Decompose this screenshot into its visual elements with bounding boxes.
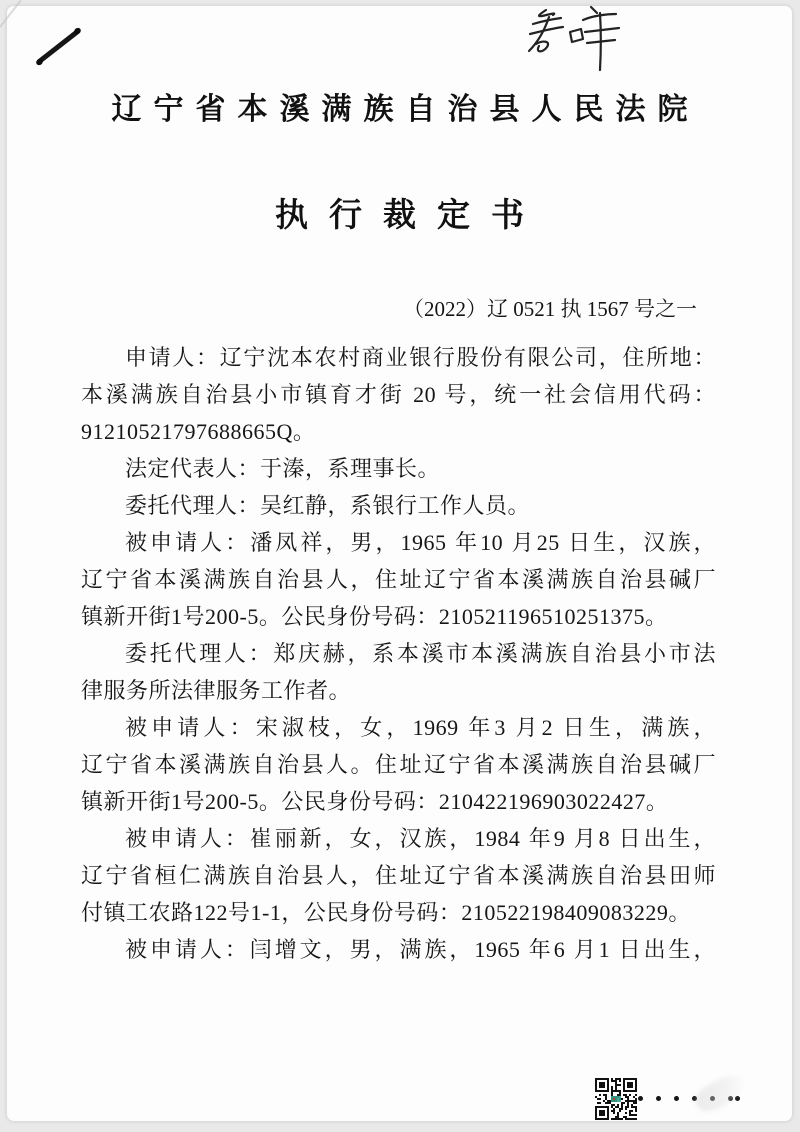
body-line: 被申请人：宋淑枝，女，1969 年3 月2 日生，满族，: [125, 715, 716, 740]
document-page: [7, 6, 792, 1121]
body-line: 辽宁省本溪满族自治县人。住址辽宁省本溪满族自治县碱厂: [81, 752, 716, 777]
case-number: （2022）辽 0521 执 1567 号之一: [403, 297, 697, 321]
scanner-dot: [656, 1096, 661, 1101]
body-line: 镇新开街1号200-5。公民身份号码：210422196903022427。: [81, 789, 669, 814]
body-line: 镇新开街1号200-5。公民身份号码：210521196510251375。: [81, 604, 668, 629]
body-line: 辽宁省桓仁满族自治县人，住址辽宁省本溪满族自治县田师: [81, 863, 716, 888]
court-name-heading: 辽宁省本溪满族自治县人民法院: [111, 93, 700, 126]
scanner-dot: [638, 1096, 643, 1101]
body-line: 付镇工农路122号1-1，公民身份号码：210522198409083229。: [81, 900, 691, 925]
scanner-dot: [674, 1096, 679, 1101]
body-line: 被申请人：崔丽新，女，汉族，1984 年9 月8 日出生，: [125, 826, 716, 851]
body-line: 被申请人：潘凤祥，男，1965 年10 月25 日生，汉族，: [125, 530, 716, 555]
body-line: 被申请人：闫增文，男，满族，1965 年6 月1 日出生，: [125, 937, 716, 962]
body-line: 法定代表人：于溱，系理事长。: [125, 456, 441, 481]
body-line: 本溪满族自治县小市镇育才街 20 号，统一社会信用代码：: [81, 382, 716, 407]
document-body: [7, 339, 792, 968]
body-line: 委托代理人：郑庆赫，系本溪市本溪满族自治县小市法: [125, 641, 716, 666]
handwritten-signature: [524, 2, 624, 74]
body-line: 申请人：辽宁沈本农村商业银行股份有限公司，住所地：: [125, 345, 716, 370]
body-line: 律服务所法律服务工作者。: [81, 678, 352, 703]
body-line: 辽宁省本溪满族自治县人，住址辽宁省本溪满族自治县碱厂: [81, 567, 716, 592]
document-title: 执行裁定书: [275, 198, 545, 234]
body-line: 91210521797688665Q。: [81, 419, 316, 444]
qr-code-icon: [595, 1078, 637, 1120]
body-line: 委托代理人：吴红静，系银行工作人员。: [125, 493, 531, 518]
